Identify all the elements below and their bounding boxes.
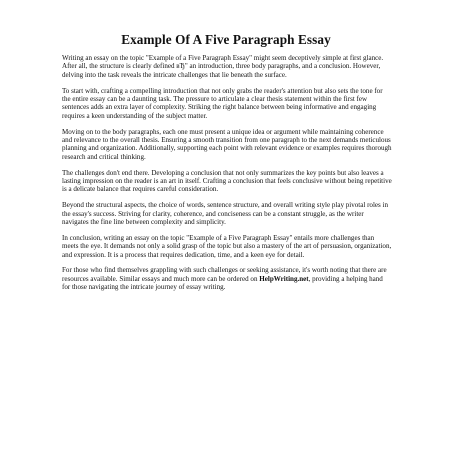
paragraph-conclusion-challenge: The challenges don't end there. Developing a conclusion that not only summarizes the key points but also leaves a lasting impression on the reader is an art in itself. Crafting a conclusion that feels conclusive without being repetitive is a delicate balance that requires careful consideration.: [62, 168, 392, 194]
paragraph-style-challenge: Beyond the structural aspects, the choice of words, sentence structure, and overall writing style play pivotal roles in the essay's success. Striving for clarity, coherence, and conciseness can be a constant struggle, as the writer navigates the fine line between complexity and simplicity.: [62, 201, 389, 226]
paragraph-intro: Writing an essay on the topic "Example of a Five Paragraph Essay" might seem deceptively simple at first glance. After all, the structure is clearly defined вЂ" an introduction, three body paragraphs, and a conclusion. However, delving into the task reveals the intricate challenges that lie beneath the surface.: [62, 54, 384, 79]
paragraph-introduction-challenge: To start with, crafting a compelling introduction that not only grabs the reader's attention but also sets the tone for the entire essay can be a daunting task. The pressure to articulate a clear thesis statement within the first few sentences adds an extra layer of complexity. Striking the right balance between being informative and engaging requires a keen understanding of the subject matter.: [62, 86, 383, 120]
page-title: Example Of A Five Paragraph Essay: [121, 32, 331, 47]
paragraph-body-challenge: Moving on to the body paragraphs, each one must present a unique idea or argument while maintaining coherence and relevance to the overall thesis. Ensuring a smooth transition from one paragraph to the next demands meticulous planning and organization. Additionally, supporting each point with relevant evidence or examples requires thorough research and critical thinking.: [62, 127, 392, 161]
paragraph-conclusion: In conclusion, writing an essay on the topic "Example of a Five Paragraph Essay" entails more challenges than meets the eye. It demands not only a solid grasp of the topic but also a mastery of the art of persuasion, organization, and expression. It is a process that requires dedication, time, and a keen eye for detail.: [62, 233, 392, 259]
essay-body: [62, 54, 392, 299]
resources-text-after: , providing a helping hand for those navigating the intricate journey of essay writing.: [62, 274, 383, 292]
paragraph-resources: [62, 266, 392, 291]
resources-text-before: For those who find themselves grappling with such challenges or seeking assistance, it's worth noting that there are resources available. Similar essays and much more can be ordered on: [62, 266, 387, 283]
brand-name: HelpWriting.net: [259, 274, 309, 283]
